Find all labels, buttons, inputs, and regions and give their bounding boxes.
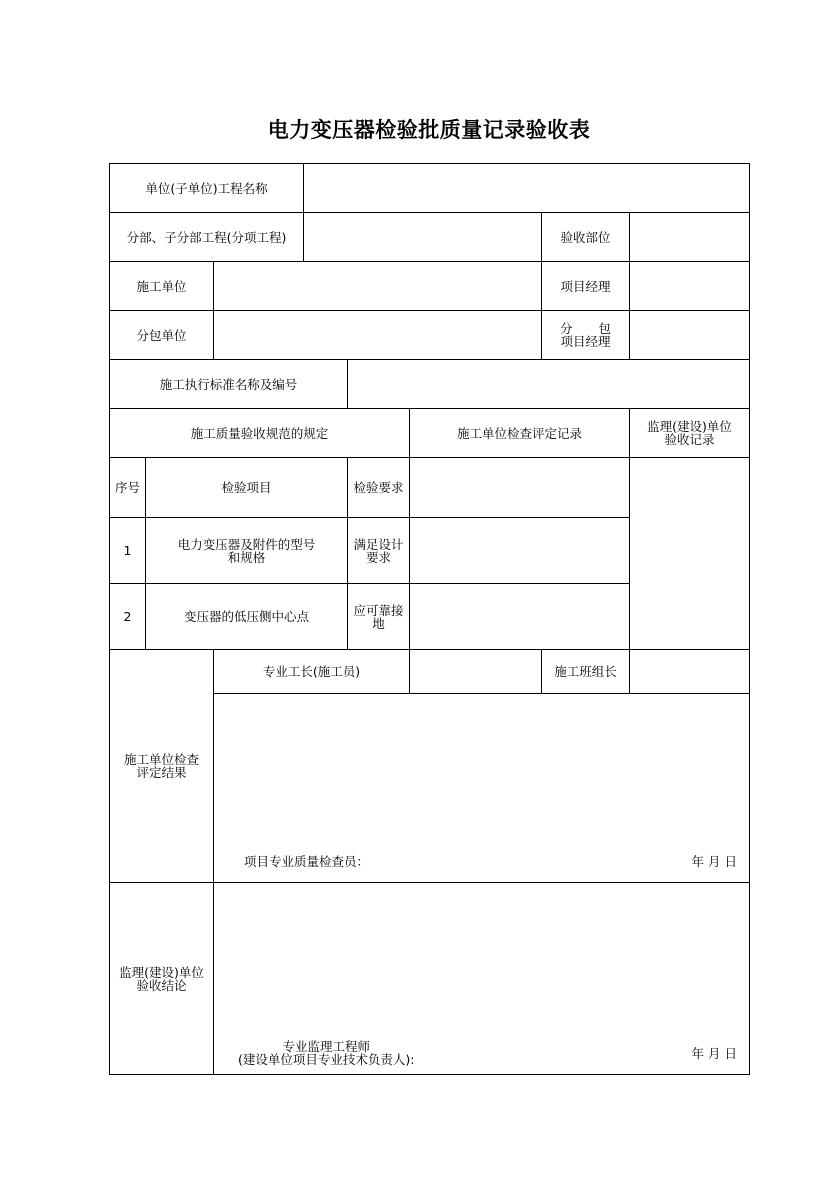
label-seq-no: 序号 [110,458,146,518]
label-construction-unit: 施工单位 [110,262,214,311]
field-supervision-record[interactable] [630,458,750,650]
label-engineer-line2: (建设单位项目专业技术负责人): [238,1052,415,1067]
field-item-record[interactable] [410,518,630,584]
page-title: 电力变压器检验批质量记录验收表 [267,117,591,142]
item-name-line1: 电力变压器及附件的型号 [177,536,316,552]
result-date: 年 月 日 [691,854,737,869]
label-acceptance-part: 验收部位 [542,213,630,262]
label-spec-rules: 施工质量验收规范的规定 [110,409,410,458]
field-standard-name[interactable] [348,360,750,409]
field-conclusion[interactable] [214,883,750,1075]
field-construction-unit[interactable] [214,262,542,311]
label-subcontract-pm-line2: 项目经理 [560,334,611,349]
item-name-line2: 和规格 [227,549,266,565]
label-sub-project: 分部、子分部工程(分项工程) [110,213,304,262]
label-engineer [238,1040,414,1066]
field-sub-project[interactable] [304,213,542,262]
acceptance-form [109,163,750,1075]
field-acceptance-part[interactable] [630,213,750,262]
label-subcontract-unit: 分包单位 [110,311,214,360]
label-check-item: 检验项目 [146,458,348,518]
field-project-manager[interactable] [630,262,750,311]
label-conclusion-line1: 监理(建设)单位 [119,964,204,980]
label-result-line1: 施工单位检查 [123,752,199,767]
field-subcontract-pm[interactable] [630,311,750,360]
item-name [146,518,348,584]
conclusion-date: 年 月 日 [691,1046,737,1061]
label-project-manager: 项目经理 [542,262,630,311]
label-inspection-record: 施工单位检查评定记录 [410,409,630,458]
label-subcontract-pm [542,311,630,360]
field-item-record[interactable] [410,584,630,650]
label-result-line2: 评定结果 [136,765,187,780]
field-unit-project-name[interactable] [304,164,750,213]
label-quality-inspector: 项目专业质量检查员： [244,854,370,869]
label-result [110,650,214,883]
label-foreman: 专业工长(施工员) [214,650,410,694]
item-requirement: 满足设计要求 [348,518,410,584]
item-seq: 1 [110,518,146,584]
field-team-leader[interactable] [630,650,750,694]
label-supervision-record-line1: 监理(建设)单位 [647,419,732,434]
label-supervision-record-line2: 验收记录 [664,432,715,447]
item-requirement: 应可靠接地 [348,584,410,650]
field-inspection-record-header[interactable] [410,458,630,518]
label-check-requirement: 检验要求 [348,458,410,518]
label-conclusion-line2: 验收结论 [136,977,187,993]
label-team-leader: 施工班组长 [542,650,630,694]
label-supervision-record [630,409,750,458]
item-seq: 2 [110,584,146,650]
label-conclusion [110,883,214,1075]
label-unit-project-name: 单位(子单位)工程名称 [110,164,304,213]
item-name: 变压器的低压侧中心点 [146,584,348,650]
label-standard-name: 施工执行标准名称及编号 [110,360,348,409]
field-result[interactable] [214,694,750,883]
field-foreman[interactable] [410,650,542,694]
field-subcontract-unit[interactable] [214,311,542,360]
label-engineer-line1: 专业监理工程师 [282,1039,370,1054]
label-subcontract-pm-line1: 分 包 [560,321,611,336]
